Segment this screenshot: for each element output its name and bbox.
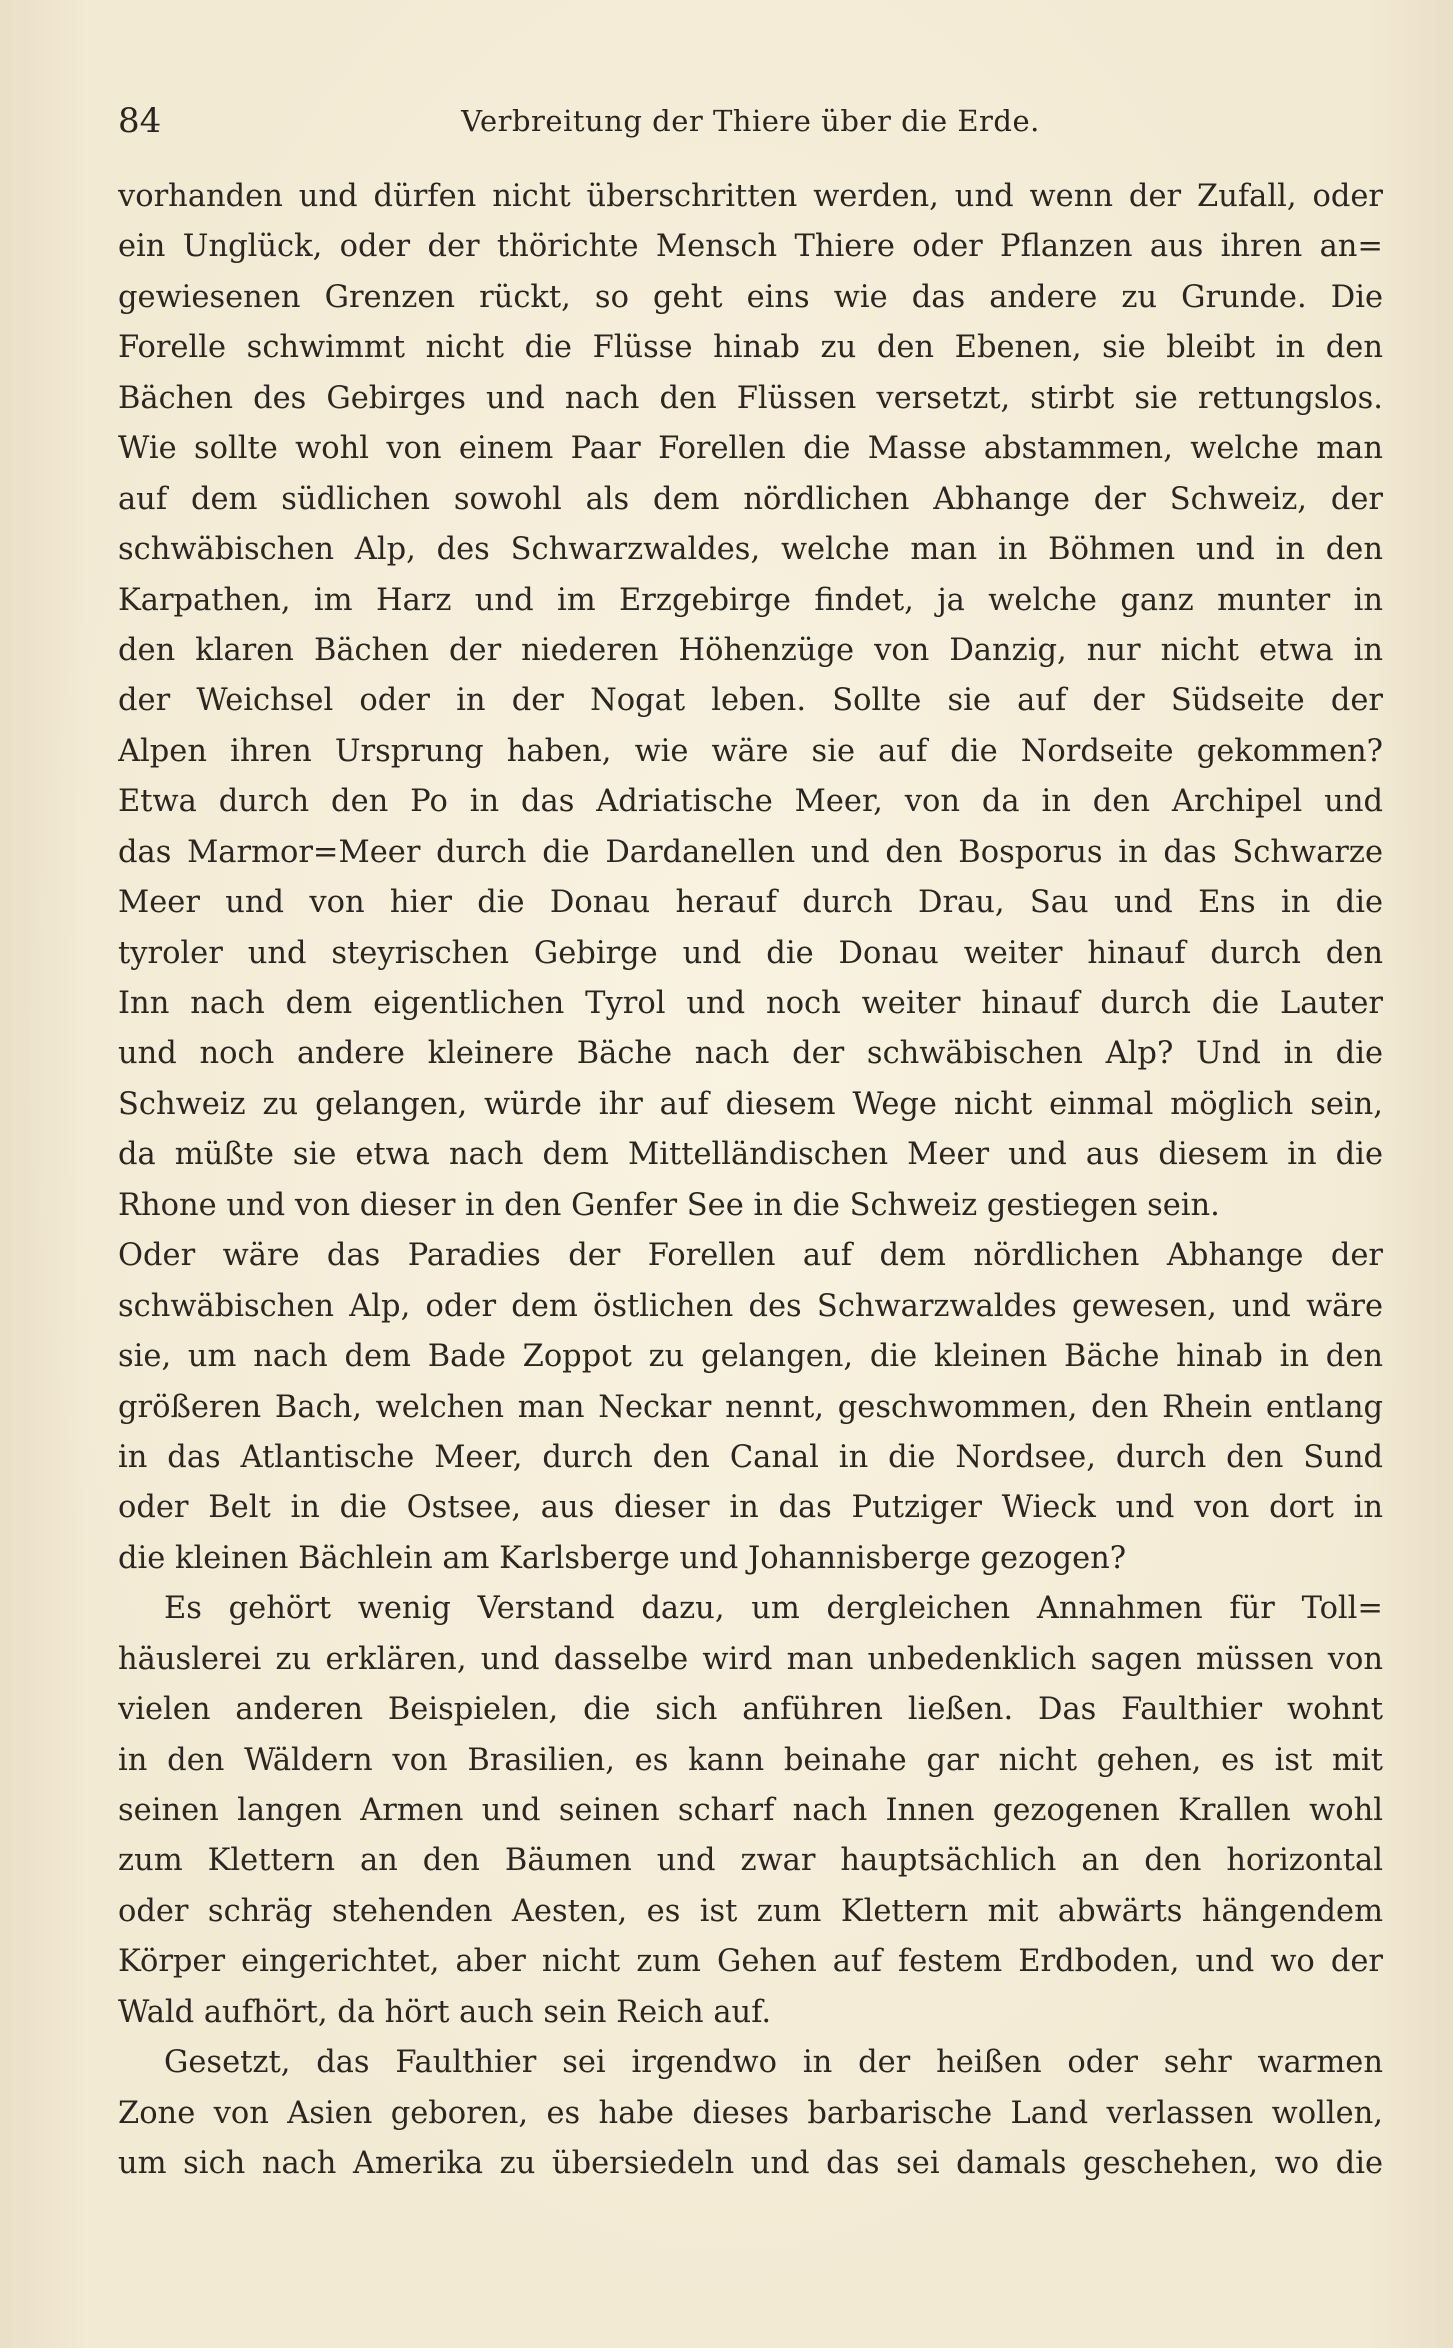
text-line: Gesetzt, das Faulthier sei irgendwo in der heißen oder sehr warmen — [164, 2045, 1383, 2081]
text-line: Es gehört wenig Verstand dazu, um dergleichen Annahmen für Toll= — [164, 1591, 1383, 1627]
body-text — [118, 172, 1383, 2190]
text-line: um sich nach Amerika zu übersiedeln und das sei damals geschehen, wo die — [118, 2146, 1383, 2182]
running-title: Verbreitung der Thiere über die Erde. — [461, 104, 1040, 138]
text-line: sie, um nach dem Bade Zoppot zu gelangen, die kleinen Bäche hinab in den — [118, 1339, 1383, 1375]
text-line: vorhanden und dürfen nicht überschritten werden, und wenn der Zufall, oder — [118, 179, 1383, 214]
text-line: vielen anderen Beispielen, die sich anführen ließen. Das Faulthier wohnt — [118, 1692, 1383, 1728]
text-line: Oder wäre das Paradies der Forellen auf dem nördlichen Abhange der — [118, 1238, 1383, 1274]
page-number: 84 — [118, 101, 162, 141]
text-line: das Marmor=Meer durch die Dardanellen und den Bosporus in das Schwarze — [118, 834, 1383, 870]
text-line: in den Wäldern von Brasilien, es kann beinahe gar nicht gehen, es ist mit — [118, 1742, 1383, 1778]
paragraph-forelle — [118, 172, 1383, 1584]
text-line: ein Unglück, oder der thörichte Mensch Thiere oder Pflanzen aus ihren an= — [118, 229, 1383, 265]
text-line: Etwa durch den Po in das Adriatische Meer, von da in den Archipel und — [118, 784, 1383, 820]
text-line: Karpathen, im Harz und im Erzgebirge findet, ja welche ganz munter in — [118, 582, 1383, 618]
text-line: Körper eingerichtet, aber nicht zum Gehen auf festem Erdboden, und wo der — [118, 1944, 1383, 1980]
text-line: größeren Bach, welchen man Neckar nennt, geschwommen, den Rhein entlang — [118, 1389, 1383, 1425]
text-line: Alpen ihren Ursprung haben, wie wäre sie auf die Nordseite gekommen? — [118, 733, 1383, 769]
text-line: oder schräg stehenden Aesten, es ist zum Klettern mit abwärts hängendem — [118, 1893, 1383, 1929]
text-line: häuslerei zu erklären, und dasselbe wird man unbedenklich sagen müssen von — [118, 1641, 1383, 1677]
page-header — [118, 96, 1383, 146]
text-line: da müßte sie etwa nach dem Mittelländischen Meer und aus diesem in die — [118, 1137, 1383, 1173]
text-line: und noch andere kleinere Bäche nach der schwäbischen Alp? Und in die — [118, 1036, 1383, 1072]
text-line: zum Klettern an den Bäumen und zwar hauptsächlich an den horizontal — [118, 1843, 1383, 1879]
text-line: der Weichsel oder in der Nogat leben. Sollte sie auf der Südseite der — [118, 683, 1383, 719]
text-line: gewiesenen Grenzen rückt, so geht eins wie das andere zu Grunde. Die — [118, 279, 1383, 315]
text-line: oder Belt in die Ostsee, aus dieser in das Putziger Wieck und von dort in — [118, 1490, 1383, 1526]
paragraph-faulthier — [118, 1584, 1383, 2038]
text-line: in das Atlantische Meer, durch den Canal in die Nordsee, durch den Sund — [118, 1439, 1383, 1475]
text-line: tyroler und steyrischen Gebirge und die Donau weiter hinauf durch den — [118, 935, 1383, 971]
text-line: Wie sollte wohl von einem Paar Forellen die Masse abstammen, welche man — [118, 431, 1383, 467]
text-line: seinen langen Armen und seinen scharf nach Innen gezogenen Krallen wohl — [118, 1793, 1383, 1828]
text-line: die kleinen Bächlein am Karlsberge und Johannisberge gezogen? — [118, 1540, 1127, 1576]
text-line: schwäbischen Alp, oder dem östlichen des Schwarzwaldes gewesen, und wäre — [118, 1288, 1383, 1324]
text-line: Wald aufhört, da hört auch sein Reich auf. — [118, 1994, 772, 2030]
text-line: Zone von Asien geboren, es habe dieses barbarische Land verlassen wollen, — [118, 2095, 1383, 2131]
paragraph-gesetzt — [118, 2038, 1383, 2189]
text-line: Inn nach dem eigentlichen Tyrol und noch weiter hinauf durch die Lauter — [118, 986, 1383, 1021]
text-line: Meer und von hier die Donau herauf durch Drau, Sau und Ens in die — [118, 885, 1383, 921]
text-line: Bächen des Gebirges und nach den Flüssen versetzt, stirbt sie rettungslos. — [118, 380, 1383, 416]
text-line: Forelle schwimmt nicht die Flüsse hinab zu den Ebenen, sie bleibt in den — [118, 330, 1383, 366]
text-line: auf dem südlichen sowohl als dem nördlichen Abhange der Schweiz, der — [118, 481, 1383, 517]
text-line: schwäbischen Alp, des Schwarzwaldes, welche man in Böhmen und in den — [118, 532, 1383, 568]
text-line: den klaren Bächen der niederen Höhenzüge von Danzig, nur nicht etwa in — [118, 632, 1383, 668]
text-line: Schweiz zu gelangen, würde ihr auf diesem Wege nicht einmal möglich sein, — [118, 1086, 1383, 1122]
text-line: Rhone und von dieser in den Genfer See in die Schweiz gestiegen sein. — [118, 1187, 1220, 1223]
